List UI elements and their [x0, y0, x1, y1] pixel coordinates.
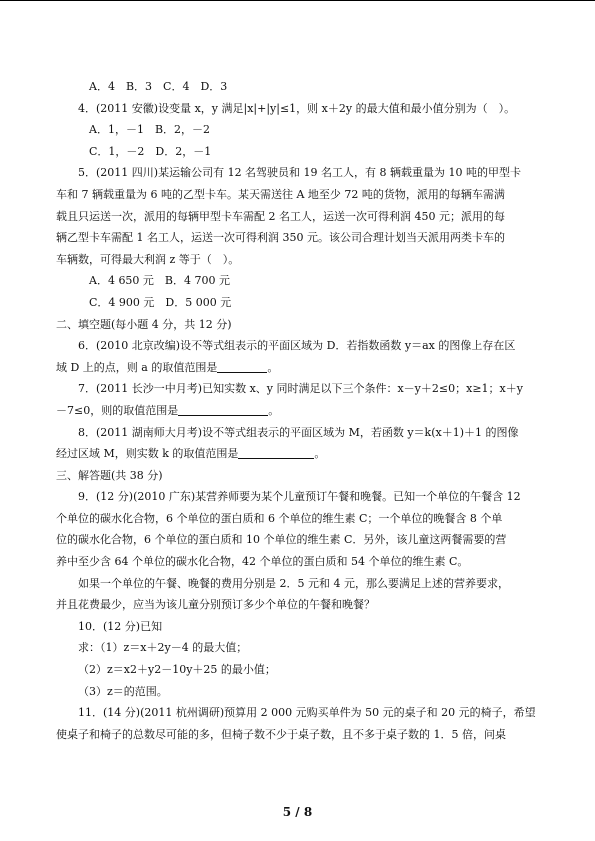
q9-stem-line4: 养中至少含 64 个单位的碳水化合物，42 个单位的蛋白质和 54 个单位的维生素 C。	[56, 555, 469, 569]
q7-stem-line2	[56, 400, 544, 422]
q6-answer-blank[interactable]	[217, 360, 267, 373]
q9-stem-line2: 个单位的碳水化合物，6 个单位的蛋白质和 6 个单位的维生素 C；一个单位的晚餐含 8 个单	[56, 511, 503, 525]
q8-answer-blank[interactable]	[238, 446, 314, 459]
q3-options: A．4 B．3 C．4 D．3	[89, 80, 228, 93]
q6-text: 域 D 上的点，则 a 的取值范围是	[56, 360, 218, 374]
q10-part2: （2）z＝x2＋y2－10y＋25 的最小值；	[78, 663, 276, 677]
section-fill-in-heading: 二、填空题(每小题 4 分，共 12 分)	[56, 317, 232, 331]
header-rule	[0, 0, 595, 1]
q5-stem-line4: 辆乙型卡车需配 1 名工人，运送一次可得利润 350 元。该公司合理计划当天派用两类卡车的	[56, 231, 505, 245]
q7-end: 。	[268, 403, 280, 417]
q5-stem-line2: 车和 7 辆载重量为 6 吨的乙型卡车。某天需送往 A 地至少 72 吨的货物，派用的每辆车需满	[56, 187, 505, 201]
q6-end: 。	[267, 360, 279, 374]
page-number: 5 / 8	[282, 805, 313, 819]
q9-stem-line3: 位的碳水化合物，6 个单位的蛋白质和 10 个单位的维生素 C．另外，该儿童这两餐需要的营	[56, 533, 507, 547]
q4-stem: 4．(2011 安徽)设变量 x，y 满足|x|+|y|≤1，则 x＋2y 的最大值和最小值分别为（ ）。	[78, 101, 516, 115]
section-solve-heading: 三、解答题(共 38 分)	[56, 468, 163, 482]
q6-stem-line2	[56, 357, 544, 379]
q6-stem-line1: 6．(2010 北京改编)设不等式组表示的平面区域为 D．若指数函数 y＝ax 的图像上存在区	[78, 339, 516, 353]
q5-stem-line1: 5．(2011 四川)某运输公司有 12 名驾驶员和 19 名工人，有 8 辆载重量为 10 吨的甲型卡	[78, 166, 522, 180]
q5-options-ab: A．4 650 元 B．4 700 元	[89, 274, 231, 288]
q11-stem-line1: 11．(14 分)(2011 杭州调研)预算用 2 000 元购买单件为 50 元的桌子和 20 元的椅子，希望	[78, 706, 536, 720]
q4-options-ab: A．1，－1 B．2，－2	[89, 123, 211, 137]
q4-options-cd: C．1，－2 D．2，－1	[89, 144, 212, 158]
q10-part3: （3）z＝的范围。	[78, 684, 168, 698]
q8-end: 。	[314, 447, 326, 461]
q5-stem-line5: 车辆数，可得最大利润 z 等于（ ）。	[56, 252, 240, 266]
q8-stem-line2	[56, 443, 544, 465]
q5-stem-line3: 载且只运送一次，派用的每辆甲型卡车需配 2 名工人，运送一次可得利润 450 元；派用的每	[56, 209, 505, 223]
q7-text: －7≤0，则的取值范围是	[56, 403, 179, 417]
q10-part1: 求：（1）z＝x＋2y－4 的最大值；	[78, 641, 248, 655]
q9-stem-line5: 如果一个单位的午餐、晚餐的费用分别是 2．5 元和 4 元，那么要满足上述的营养要求，	[78, 576, 509, 590]
q9-stem-line1: 9．(12 分)(2010 广东)某营养师要为某个儿童预订午餐和晚餐。已知一个单位的午餐含 12	[78, 490, 521, 504]
q5-options-cd: C．4 900 元 D．5 000 元	[89, 295, 232, 309]
q9-stem-line6: 并且花费最少，应当为该儿童分别预订多少个单位的午餐和晚餐？	[56, 598, 375, 612]
q11-stem-line2: 使桌子和椅子的总数尽可能的多，但椅子数不少于桌子数，且不多于桌子数的 1．5 倍，问桌	[56, 727, 506, 741]
page-content	[56, 76, 544, 745]
q7-stem-line1: 7．(2011 长沙一中月考)已知实数 x、y 同时满足以下三个条件：x－y＋2≤0；x≥1；x＋y	[78, 382, 523, 396]
q7-answer-blank[interactable]	[178, 403, 268, 416]
q10-stem: 10．(12 分)已知	[78, 619, 163, 633]
q8-text: 经过区域 M，则实数 k 的取值范围是	[56, 447, 239, 461]
q8-stem-line1: 8．(2011 湖南师大月考)设不等式组表示的平面区域为 M，若函数 y＝k(x＋1)＋1 的图像	[78, 425, 519, 439]
